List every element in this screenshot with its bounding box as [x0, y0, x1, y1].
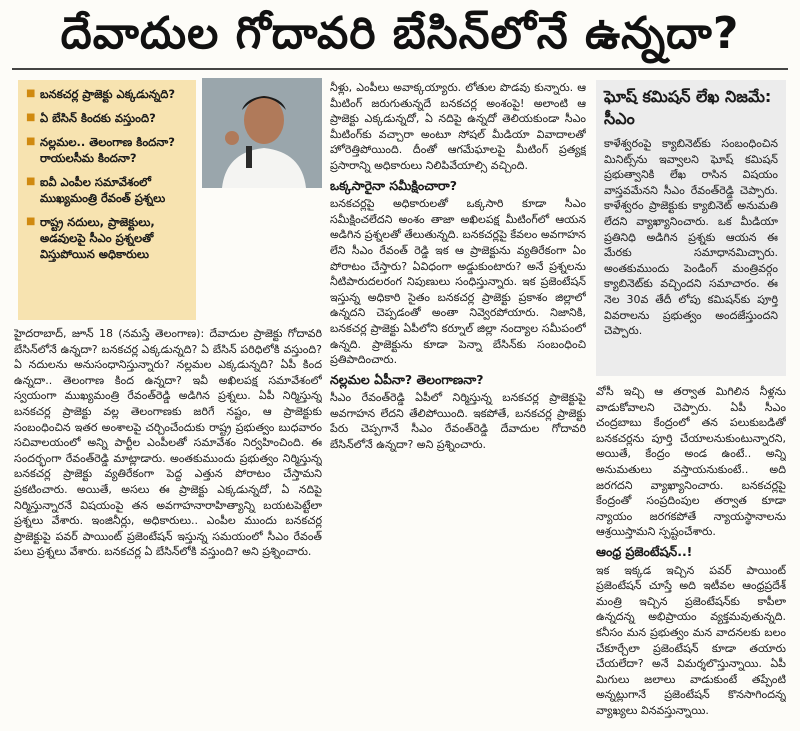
column-center-left: [330, 80, 586, 700]
paragraph: బనకచర్లపై అధికారులతో ఒక్కసారి కూడా సీఎం సమీక్షించలేదని అంశం తాజా అఖిలపక్ష మీటింగ్‌లో ఆయన అడిగిన ప్రశ్నలతో తేలుతున్నది. బనకచర్లపై కేవలం అవగాహన లేని సీఎం రేవంత్ రెడ్డి ఇక ఆ ప్రాజెక్టును వ్యతిరేకంగా ఏం పోరాటం చేస్తారు? ఏవిధంగా అడ్డుకుంటారు? అనే ప్రశ్నలను నీటిపారుదలరంగ నిపుణులు సంధిస్తున్నారు. ఇక ప్రజెంటేషన్ ఇస్తున్న అధికారి సైతం బనకచర్ల ప్రాజెక్టు ప్రకాశం జిల్లాలో ఉన్నదని చెప్పడంతో అంతా నివ్వెరపోయారు. నిజానికి, బనకచర్ల ప్రాజెక్టు ఏపీలోని కర్నూల్ జిల్లా నంద్యాల సమీపంలో ఉన్నది. ప్రాజెక్టును కూడా పెన్నా బేసిన్‌కు సంబంధించి ప్రతిపాదించారు.: [330, 197, 586, 367]
highlight-item: ■ బనకచర్ల ప్రాజెక్టు ఎక్కడున్నది?: [26, 86, 188, 102]
highlight-item: ■ నల్లమల.. తెలంగాణ కిందనా? రాయలసీమ కిందనా?: [26, 134, 188, 166]
column-left: [14, 326, 322, 721]
sidebar-title: ఘోష్ కమిషన్ లేఖ నిజమే: సీఎం: [604, 87, 772, 128]
column-right: [596, 384, 786, 720]
subheading: నల్లమల ఏపీనా? తెలంగాణనా?: [330, 371, 484, 387]
sidebar-body: కాళేశ్వరంపై క్యాబినెట్‌కు సంబంధించిన మినిట్స్‌ను ఇవ్వాలని ఘోష్ కమిషన్ ప్రభుత్వానికి లేఖ రాసిన విషయం వాస్తవమేనని సీఎం రేవంత్‌రెడ్డి చెప్పారు. కాళేశ్వరం ప్రాజెక్టుకు క్యాబినెట్ అనుమతి లేదని వ్యాఖ్యానించారు. ఒక మీడియా ప్రతినిధి అడిగిన ప్రశ్నకు ఆయన ఈ మేరకు సమాధానమిచ్చారు. అంతకుముందు పెండింగ్ మంత్రివర్గం క్యాబినెట్‌కు వచ్చిందని సమాచారం. ఈ నెల 30వ తేదీ లోపు కమిషన్‌కు పూర్తి వివరాలను ప్రభుత్వం అందజేస్తుందని చెప్పారు.: [604, 137, 778, 338]
highlight-item: ■ ఏ బేసిన్ కిందకు వస్తుంది?: [26, 110, 188, 126]
paragraph: హైదరాబాద్, జూన్ 18 (నమస్తే తెలంగాణ): దేవాదుల ప్రాజెక్టు గోదావరి బేసిన్‌లోనే ఉన్నదా? బనకచర్ల ఎక్కడున్నది? ఏ బేసిన్ పరిధిలోకి వస్తుంది? ఏ నదులను అనుసంధానిస్తున్నారు? నల్లమల ఎక్కడున్నది? ఏపీ కింద ఉన్నదా.. తెలంగాణ కింద ఉన్నదా? ఇవీ అఖిలపక్ష సమావేశంలో స్వయంగా ముఖ్యమంత్రి రేవంత్‌రెడ్డి అడిగిన ప్రశ్నలు. ఏపీ నిర్మిస్తున్న బనకచర్ల ప్రాజెక్టు వల్ల తెలంగాణకు జరిగే నష్టం, ఆ ప్రాజెక్టుకు సంబంధించిన ఇతర అంశాలపై చర్చించేందుకు రాష్ట్ర ప్రభుత్వం బుధవారం సచివాలయంలో అన్ని పార్టీల ఎంపీలతో సమావేశం నిర్వహించింది. ఈ సందర్భంగా రేవంత్‌రెడ్డి మాట్లాడారు. అంతకుముందు ప్రభుత్వం నిర్మిస్తున్న బనకచర్ల ప్రాజెక్టు వ్యతిరేకంగా పెద్ద ఎత్తున పోరాటం చేస్తామని ప్రకటించారు. అయితే, అసలు ఈ ప్రాజెక్టు ఎక్కడున్నదో, ఏ నదిపై నిర్మిస్తున్నారనే విషయంపై తన అవగాహనారాహిత్యాన్ని బయటపెట్టేలా ప్రశ్నలు వేశారు. ఇంజినీర్లు, అధికారులు.. ఎంపీల ముందు బనకచర్ల ప్రాజెక్టుపై పవర్ పాయింట్ ప్రజెంటేషన్ ఇస్తున్న సమయంలో సీఎం రేవంత్ పలు ప్రశ్నలు వేశారు. బనకచర్ల ఏ బేసిన్‌లోకి వస్తుంది? అని ప్రశ్నించారు.: [14, 327, 322, 559]
paragraph: వోసీ ఇచ్చి ఆ తర్వాత మిగిలిన నీళ్లను వాడుకోవాలని చెప్పారు. ఏపీ సీఎం చంద్రబాబు కేంద్రంలో తన పలుకుబడితో బనకచర్లను పూర్తి చేయాలనుకుంటున్నారని, అయితే, కేంద్రం అండ ఉంటే.. అన్ని అనుమతులు వస్తాయనుకుంటే.. అది జరగదని వ్యాఖ్యానించారు. బనకచర్లపై కేంద్రంతో సంప్రదింపుల తర్వాత కూడా న్యాయం జరగకపోతే న్యాయస్థానాలను ఆశ్రయిస్తామని స్పష్టంచేశారు.: [596, 385, 786, 539]
highlight-item: ■ ఐవీ ఎంపీల సమావేశంలో ముఖ్యమంత్రి రేవంత్ ప్రశ్నలు: [26, 174, 188, 206]
subheading: ఒక్కసారైనా సమీక్షించారా?: [330, 177, 457, 193]
paragraph: సీఎం రేవంత్‌రెడ్డి ఏపీలో నిర్మిస్తున్న బనకచర్ల ప్రాజెక్టుపై అవగాహన లేదని తేలిపోయింది. ఇకపోతే, బనకచర్ల ప్రాజెక్టు పేరు చెప్పగానే సీఎం రేవంత్‌రెడ్డి దేవాదుల గోదావరి బేసిన్‌లోనే ఉన్నదా? అని ప్రశ్నించారు.: [330, 391, 586, 452]
subheading: ఆంధ్ర ప్రజెంటేషన్..!: [596, 543, 693, 559]
headline: దేవాదుల గోదావరి బేసిన్‌లోనే ఉన్నదా?: [60, 8, 740, 59]
paragraph: నీళ్లు, ఎంపీలు అవాక్కయ్యారు. లోతుల పొడవు కున్నారు. ఆ మీటింగ్ జరుగుతున్నదే బనకచర్ల అంశంపై! అలాంటి ఆ ప్రాజెక్టు ఎక్కడున్నదో, ఏ నదిపై ఉన్నదో తెలియకుండా సీఎం మీటింగ్‌కు వచ్చారా అంటూ సోషల్ మీడియా వివాదాలతో హోరెత్తిపోయింది. దీంతో ఆగమేఘాలపై మీటింగ్ ప్రత్యక్ష ప్రసారాన్ని అధికారులు నిలిపివేయాల్సి వచ్చింది.: [330, 81, 586, 172]
highlights-box: [18, 80, 196, 320]
headline-rule: [12, 68, 788, 70]
highlight-item: ■ రాష్ట్ర నదులు, ప్రాజెక్టులు, అడవులపై సీఎం ప్రశ్నలతో విస్తుపోయిన అధికారులు: [26, 214, 188, 262]
sidebar-box: [596, 80, 786, 376]
person-photo-icon: [202, 78, 322, 188]
paragraph: ఇక ఇక్కడ ఇచ్చిన పవర్ పాయింట్ ప్రజెంటేషన్ చూస్తే అది ఇటీవల ఆంధ్రప్రదేశ్ మంత్రి ఇచ్చిన ప్రజెంటేషన్‌కు కాపీలా ఉన్నదన్న అభిప్రాయం వ్యక్తమవుతున్నది. కనీసం మన ప్రభుత్వం మన వాదనలకు బలం చేకూర్చేలా ప్రజెంటేషన్ కూడా తయారు చేయలేదా? అనే విమర్శలొస్తున్నాయి. ఏపీ మిగులు జలాలు వాడుకుంటే తప్పేంటి అన్నట్లుగానే ప్రజెంటేషన్ కొనసాగిందన్న వ్యాఖ్యలు వినవస్తున్నాయి.: [596, 563, 786, 717]
cm-photo: [202, 78, 322, 188]
